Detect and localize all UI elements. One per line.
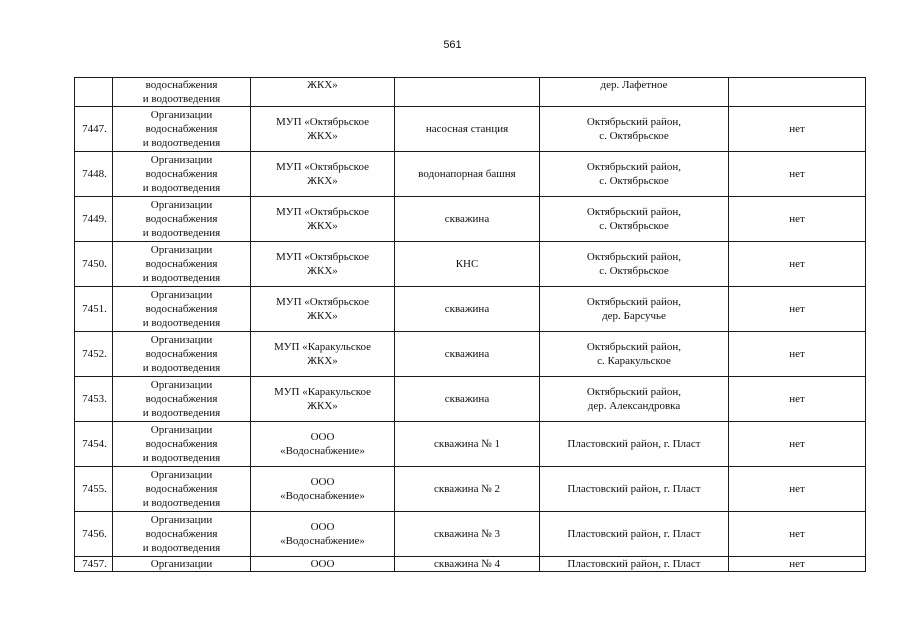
org-type-line: водоснабжения (145, 303, 218, 315)
org-type-line: и водоотведения (142, 542, 221, 554)
table-row (75, 512, 866, 557)
location-cell (540, 332, 729, 377)
location-cell (540, 107, 729, 152)
org-type-cell (113, 467, 251, 512)
org-type-line: Организации (150, 244, 213, 256)
org-type-line: и водоотведения (142, 317, 221, 329)
org-type-line: и водоотведения (142, 407, 221, 419)
owner-cell (251, 287, 395, 332)
row-number-cell: 7455. (75, 467, 113, 512)
owner-line: МУП «Октябрьское (276, 206, 369, 218)
owner-line: ООО (310, 521, 335, 533)
owner-cell (251, 332, 395, 377)
object-cell: водонапорная башня (395, 152, 540, 197)
flag-cell: нет (729, 242, 866, 287)
row-number-cell: 7457. (75, 557, 113, 572)
owner-line: ЖКХ» (307, 220, 338, 232)
continuation-row (75, 78, 866, 107)
owner-line: ЖКХ» (307, 130, 338, 142)
org-type-line: Организации (150, 379, 213, 391)
org-type-cell (113, 422, 251, 467)
location-cell (540, 78, 729, 107)
owner-line: МУП «Каракульское (273, 341, 372, 353)
table-row (75, 332, 866, 377)
location-line: Октябрьский район, (586, 386, 682, 398)
flag-cell (729, 78, 866, 107)
object-cell: скважина (395, 287, 540, 332)
flag-cell: нет (729, 377, 866, 422)
row-number-cell (75, 78, 113, 107)
org-type-line: водоснабжения (145, 123, 218, 135)
owner-cell (251, 107, 395, 152)
owner-line: МУП «Октябрьское (276, 296, 369, 308)
flag-cell: нет (729, 557, 866, 572)
org-type-line: Организации (150, 334, 213, 346)
owner-line: МУП «Октябрьское (276, 161, 369, 173)
location-cell (540, 422, 729, 467)
flag-cell: нет (729, 422, 866, 467)
location-line: дер. Барсучье (602, 310, 666, 322)
row-number-cell: 7453. (75, 377, 113, 422)
owner-line: «Водоснабжение» (280, 535, 365, 547)
object-cell (395, 78, 540, 107)
org-type-line: Организации (150, 109, 213, 121)
location-line: с. Октябрьское (599, 220, 669, 232)
location-line: с. Октябрьское (599, 175, 669, 187)
owner-line: ЖКХ» (307, 265, 338, 277)
org-type-cell (113, 512, 251, 557)
flag-cell: нет (729, 287, 866, 332)
owner-line: ЖКХ» (307, 79, 338, 91)
table-row (75, 467, 866, 512)
location-cell (540, 152, 729, 197)
owner-line: ООО (310, 558, 335, 570)
location-cell (540, 197, 729, 242)
location-line: дер. Лафетное (600, 79, 668, 91)
object-cell: скважина (395, 377, 540, 422)
location-cell (540, 512, 729, 557)
org-type-line: Организации (150, 514, 213, 526)
org-type-line: и водоотведения (142, 272, 221, 284)
owner-cell (251, 78, 395, 107)
object-cell: скважина № 2 (395, 467, 540, 512)
owner-line: ЖКХ» (307, 310, 338, 322)
location-cell (540, 242, 729, 287)
org-type-cell (113, 332, 251, 377)
location-line: Октябрьский район, (586, 296, 682, 308)
table-row (75, 377, 866, 422)
row-number-cell: 7447. (75, 107, 113, 152)
org-type-line: водоснабжения (145, 393, 218, 405)
org-type-line: водоснабжения (145, 168, 218, 180)
org-type-line: и водоотведения (142, 93, 221, 105)
owner-cell (251, 512, 395, 557)
registry-table-body (75, 78, 866, 572)
object-cell: скважина (395, 332, 540, 377)
org-type-line: Организации (150, 558, 213, 570)
org-type-line: водоснабжения (145, 258, 218, 270)
org-type-line: водоснабжения (145, 79, 218, 91)
org-type-cell (113, 557, 251, 572)
row-number-cell: 7454. (75, 422, 113, 467)
owner-line: ЖКХ» (307, 175, 338, 187)
table-row (75, 422, 866, 467)
table-row (75, 152, 866, 197)
org-type-line: Организации (150, 289, 213, 301)
org-type-line: водоснабжения (145, 528, 218, 540)
location-line: Октябрьский район, (586, 341, 682, 353)
location-line: Пластовский район, г. Пласт (567, 528, 701, 540)
location-cell (540, 287, 729, 332)
table-row (75, 197, 866, 242)
owner-cell (251, 557, 395, 572)
flag-cell: нет (729, 107, 866, 152)
owner-cell (251, 152, 395, 197)
table-row (75, 242, 866, 287)
object-cell: насосная станция (395, 107, 540, 152)
location-line: Пластовский район, г. Пласт (567, 558, 701, 570)
owner-line: «Водоснабжение» (280, 490, 365, 502)
object-cell: скважина № 4 (395, 557, 540, 572)
owner-line: ООО (310, 476, 335, 488)
org-type-cell (113, 78, 251, 107)
location-line: с. Октябрьское (599, 130, 669, 142)
org-type-line: и водоотведения (142, 362, 221, 374)
org-type-cell (113, 197, 251, 242)
owner-cell (251, 467, 395, 512)
location-line: Октябрьский район, (586, 251, 682, 263)
row-number-cell: 7448. (75, 152, 113, 197)
owner-line: ЖКХ» (307, 355, 338, 367)
owner-cell (251, 242, 395, 287)
row-number-cell: 7451. (75, 287, 113, 332)
row-number-cell: 7449. (75, 197, 113, 242)
registry-table (74, 77, 866, 572)
org-type-line: Организации (150, 469, 213, 481)
owner-cell (251, 422, 395, 467)
location-line: Октябрьский район, (586, 116, 682, 128)
flag-cell: нет (729, 332, 866, 377)
row-number-cell: 7452. (75, 332, 113, 377)
location-line: Октябрьский район, (586, 161, 682, 173)
flag-cell: нет (729, 467, 866, 512)
org-type-line: водоснабжения (145, 213, 218, 225)
org-type-line: и водоотведения (142, 182, 221, 194)
org-type-line: Организации (150, 199, 213, 211)
owner-line: ЖКХ» (307, 400, 338, 412)
flag-cell: нет (729, 152, 866, 197)
org-type-line: и водоотведения (142, 227, 221, 239)
flag-cell: нет (729, 197, 866, 242)
location-cell (540, 557, 729, 572)
org-type-cell (113, 287, 251, 332)
org-type-cell (113, 377, 251, 422)
object-cell: КНС (395, 242, 540, 287)
object-cell: скважина № 1 (395, 422, 540, 467)
owner-line: «Водоснабжение» (280, 445, 365, 457)
table-row (75, 107, 866, 152)
location-cell (540, 377, 729, 422)
object-cell: скважина (395, 197, 540, 242)
org-type-cell (113, 242, 251, 287)
location-line: Октябрьский район, (586, 206, 682, 218)
owner-line: МУП «Октябрьское (276, 251, 369, 263)
owner-cell (251, 377, 395, 422)
org-type-line: и водоотведения (142, 137, 221, 149)
location-line: дер. Александровка (587, 400, 681, 412)
org-type-cell (113, 107, 251, 152)
org-type-line: водоснабжения (145, 483, 218, 495)
flag-cell: нет (729, 512, 866, 557)
location-line: с. Октябрьское (599, 265, 669, 277)
location-cell (540, 467, 729, 512)
table-row-last (75, 557, 866, 572)
org-type-cell (113, 152, 251, 197)
object-cell: скважина № 3 (395, 512, 540, 557)
org-type-line: и водоотведения (142, 497, 221, 509)
table-row (75, 287, 866, 332)
owner-line: МУП «Каракульское (273, 386, 372, 398)
org-type-line: водоснабжения (145, 348, 218, 360)
location-line: Пластовский район, г. Пласт (567, 438, 701, 450)
row-number-cell: 7456. (75, 512, 113, 557)
owner-cell (251, 197, 395, 242)
org-type-line: Организации (150, 424, 213, 436)
org-type-line: водоснабжения (145, 438, 218, 450)
org-type-line: Организации (150, 154, 213, 166)
owner-line: МУП «Октябрьское (276, 116, 369, 128)
owner-line: ООО (310, 431, 335, 443)
page-number: 561 (443, 39, 462, 51)
location-line: с. Каракульское (597, 355, 671, 367)
row-number-cell: 7450. (75, 242, 113, 287)
org-type-line: и водоотведения (142, 452, 221, 464)
location-line: Пластовский район, г. Пласт (567, 483, 701, 495)
